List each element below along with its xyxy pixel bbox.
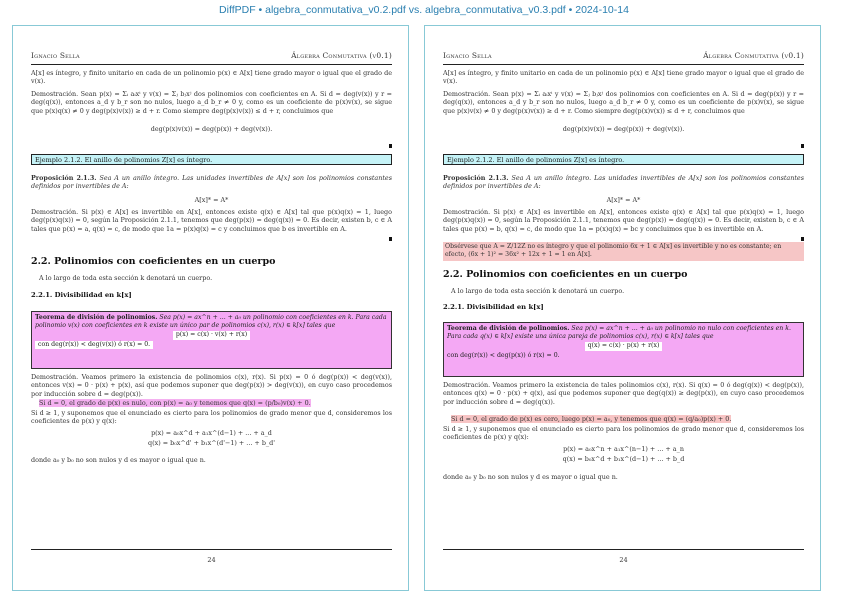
theorem-condition: con deg(r(x)) < deg(p(x)) ó r(x) = 0. bbox=[447, 351, 560, 359]
theorem-text: Sea p(x) = ax^n + ... + a₀ un polinomio no nulo con coeficientes en k. Para cada q(x) ∈ k[x] existe una única pareja de polinomios c(x), r(x) ∈ k[x] tales que bbox=[447, 325, 791, 341]
page-number: 24 bbox=[619, 556, 628, 564]
running-header bbox=[31, 51, 392, 61]
example-box: Ejemplo 2.1.2. El anillo de polinomios Z[x] es íntegro. bbox=[31, 154, 392, 165]
qed-mark bbox=[801, 144, 805, 148]
paragraph-closing: donde a₀ y b₀ no son nulos y d es mayor o igual que n. bbox=[443, 473, 618, 481]
paragraph-closing: donde a₀ y b₀ no son nulos y d es mayor o igual que n. bbox=[31, 456, 206, 464]
example-box: Ejemplo 2.1.2. El anillo de polinomios Z[x] es íntegro. bbox=[443, 154, 804, 165]
theorem-text: Sea p(x) = ax^n + ... + a₀ un polinomio con coeficientes en k. Para cada polinomio v(x) con coeficientes en k existe un único par de polinomios c(x), r(x) ∈ k[x] tales que bbox=[35, 314, 387, 330]
paragraph-intro: A[x] es íntegro, y finito unitario en cada de un polinomio p(x) ∈ A[x] tiene grado mayor o igual que el grado de v(x). bbox=[31, 69, 392, 86]
window-title: DiffPDF • algebra_conmutativa_v0.2.pdf vs. algebra_conmutativa_v0.3.pdf • 2024-10-14 bbox=[0, 0, 848, 20]
footer-rule bbox=[443, 549, 804, 550]
header-rule bbox=[31, 64, 392, 65]
equation-p: p(x) = a₀x^d + a₁x^(d−1) + ... + a_d bbox=[151, 429, 272, 437]
paragraph-proof-units: Demostración. Si p(x) ∈ A[x] es invertible en A[x], entonces existe q(x) ∈ A[x] tal que p(x)q(x) = 1, luego deg(p(x)q(x)) = 0, según la Proposición 2.1.1, tenemos que deg(p(x)) = deg(q(x)) = 0. Es decir, existen b, c ∈ A tales que p(x) = b, q(x) = c, de modo que 1a = p(x)q(x) = bc y concluimos que b es invertible en A. bbox=[443, 208, 804, 233]
section-intro: A lo largo de toda esta sección k denotará un cuerpo. bbox=[451, 287, 625, 295]
right-page-view[interactable] bbox=[424, 25, 821, 591]
qed-mark bbox=[389, 237, 393, 241]
theorem-name: Teorema de división de polinomios. bbox=[35, 314, 158, 321]
header-author: Ignacio Sella bbox=[31, 51, 80, 60]
running-header bbox=[443, 51, 804, 61]
paragraph-proof-degree: Demostración. Sean p(x) = Σᵢ aᵢxⁱ y v(x) = Σⱼ bⱼxʲ dos polinomios con coeficientes en A. Si d = deg(v(x)) y r = deg(q(x)), entonces a_d y b_r son no nulos, luego a_d b_r ≠ 0 y, como es un coeficiente de p(x)v(x), se sigue que p(x)q(x) ≠ 0 y deg(p(x)v(x)) ≥ d + r. Como siempre deg(p(x)v(x)) ≤ d + r, concluimos que bbox=[31, 90, 392, 115]
equation-units: A[x]* = A* bbox=[194, 196, 229, 204]
equation-degree: deg(p(x)v(x)) = deg(p(x)) + deg(v(x)). bbox=[150, 125, 273, 133]
proposition-name: Proposición 2.1.3. bbox=[443, 174, 509, 182]
theorem-equation: p(x) = c(x) · v(x) + r(x) bbox=[173, 331, 250, 339]
paragraph-proof-division: Demostración. Veamos primero la existencia de tales polinomios c(x), r(x). Si q(x) = 0 ó deg(q(x)) < deg(p(x)), entonces q(x) = 0 · p(x) + q(x), así que podemos suponer que deg(q(x)) ≥ deg(p(x)), en cuyo caso procedemos por inducción sobre d = deg(q(x)). bbox=[443, 381, 804, 406]
diff-highlight: Si d = 0, el grado de p(x) es nulo, con p(x) = a₀ y tenemos que q(x) = (p/b₀)v(x) + 0. bbox=[39, 399, 311, 407]
qed-mark bbox=[389, 144, 393, 148]
theorem-condition: con deg(r(x)) < deg(v(x)) ó r(x) = 0. bbox=[35, 341, 153, 349]
equation-q: q(x) = b₀x^d + b₁x^(d−1) + ... + b_d bbox=[562, 455, 685, 463]
theorem-equation: q(x) = c(x) · p(x) + r(x) bbox=[585, 342, 663, 350]
theorem-box bbox=[31, 311, 392, 369]
left-page-view[interactable] bbox=[12, 25, 409, 591]
page-number: 24 bbox=[207, 556, 216, 564]
paragraph-induction: Si d ≥ 1, y suponemos que el enunciado es cierto para los polinomios de grado menor que d, consideremos los coeficientes de p(x) y q(x): bbox=[31, 409, 392, 426]
paragraph-proof-degree: Demostración. Sean p(x) = Σᵢ aᵢxⁱ y v(x) = Σⱼ bⱼxʲ dos polinomios con coeficientes en A. Si d = deg(p(x)) y r = deg(q(x)), entonces a_d y b_r son no nulos, luego a_d b_r ≠ 0 y, como es un coeficiente de p(x)v(x), se sigue que p(x)v(x) ≠ 0 y deg(p(x)v(x)) ≥ d + r. Como siempre deg(p(x)v(x)) ≤ d + r, concluimos que bbox=[443, 90, 804, 115]
paragraph-intro: A[x] es íntegro, y finito unitario en cada de un polinomio p(x) ∈ A[x] tiene grado mayor o igual que el grado de v(x). bbox=[443, 69, 804, 86]
header-author: Ignacio Sella bbox=[443, 51, 492, 60]
proposition bbox=[31, 174, 392, 191]
section-heading: 2.2. Polinomios con coeficientes en un cuerpo bbox=[443, 269, 688, 280]
paragraph-induction: Si d ≥ 1, y suponemos que el enunciado es cierto para los polinomios de grado menor que d, consideremos los coeficientes de p(x) y q(x): bbox=[443, 425, 804, 442]
proposition-text: Sea A un anillo íntegro. Las unidades invertibles de A[x] son los polinomios constantes definidos por invertibles de A: bbox=[443, 174, 804, 191]
theorem-name: Teorema de división de polinomios. bbox=[447, 325, 570, 332]
proposition-text: Sea A un anillo íntegro. Las unidades invertibles de A[x] son los polinomios constantes definidos por invertibles de A: bbox=[31, 174, 392, 191]
diff-highlight: Si d = 0, el grado de p(x) es cero, luego p(x) = a₀, y tenemos que q(x) = (q/a₀)p(x) + 0. bbox=[451, 415, 732, 423]
section-heading: 2.2. Polinomios con coeficientes en un cuerpo bbox=[31, 256, 276, 267]
paragraph-base-case bbox=[39, 399, 392, 407]
diff-added-remark: Obsérvese que A = Z/12Z no es íntegro y que el polinomio 6x + 1 ∈ A[x] es invertible y no es constante; en efecto, (6x + 1)² = 36x² + 12x + 1 = 1 en A[x]. bbox=[443, 242, 804, 261]
header-title: Álgebra Conmutativa (v0.1) bbox=[291, 51, 392, 60]
equation-degree: deg(p(x)v(x)) = deg(p(x)) + deg(v(x)). bbox=[562, 125, 685, 133]
proposition-name: Proposición 2.1.3. bbox=[31, 174, 97, 182]
paragraph-proof-division: Demostración. Veamos primero la existencia de polinomios c(x), r(x). Si p(x) = 0 ó deg(p(x)) < deg(v(x)), entonces v(x) = 0 · p(x) + p(x), así que podemos suponer que deg(p(x)) > deg(v(x)), en cuyo caso procedemos por inducción sobre d = deg(p(x)). bbox=[31, 373, 392, 398]
header-title: Álgebra Conmutativa (v0.1) bbox=[703, 51, 804, 60]
paragraph-base-case bbox=[451, 415, 804, 423]
footer-rule bbox=[31, 549, 392, 550]
equation-units: A[x]* = A* bbox=[606, 196, 641, 204]
paragraph-proof-units: Demostración. Si p(x) ∈ A[x] es invertible en A[x], entonces existe q(x) ∈ A[x] tal que p(x)q(x) = 1, luego deg(p(x)q(x)) = 0, según la Proposición 2.1.1, tenemos que deg(p(x)) = deg(q(x)) = 0. Es decir, existen b, c ∈ A tales que p(x) = a, q(x) = c, de modo que 1a = p(x)q(x) = c y concluimos que b es invertible en A. bbox=[31, 208, 392, 233]
subsection-heading: 2.2.1. Divisibilidad en k[x] bbox=[31, 291, 132, 299]
section-intro: A lo largo de toda esta sección k denotará un cuerpo. bbox=[39, 274, 213, 282]
qed-mark bbox=[801, 237, 805, 241]
header-rule bbox=[443, 64, 804, 65]
subsection-heading: 2.2.1. Divisibilidad en k[x] bbox=[443, 303, 544, 311]
equation-p: p(x) = a₀x^n + a₁x^(n−1) + ... + a_n bbox=[563, 445, 684, 453]
proposition bbox=[443, 174, 804, 191]
equation-q: q(x) = b₀x^d' + b₁x^(d'−1) + ... + b_d' bbox=[148, 439, 275, 447]
theorem-box bbox=[443, 322, 804, 377]
